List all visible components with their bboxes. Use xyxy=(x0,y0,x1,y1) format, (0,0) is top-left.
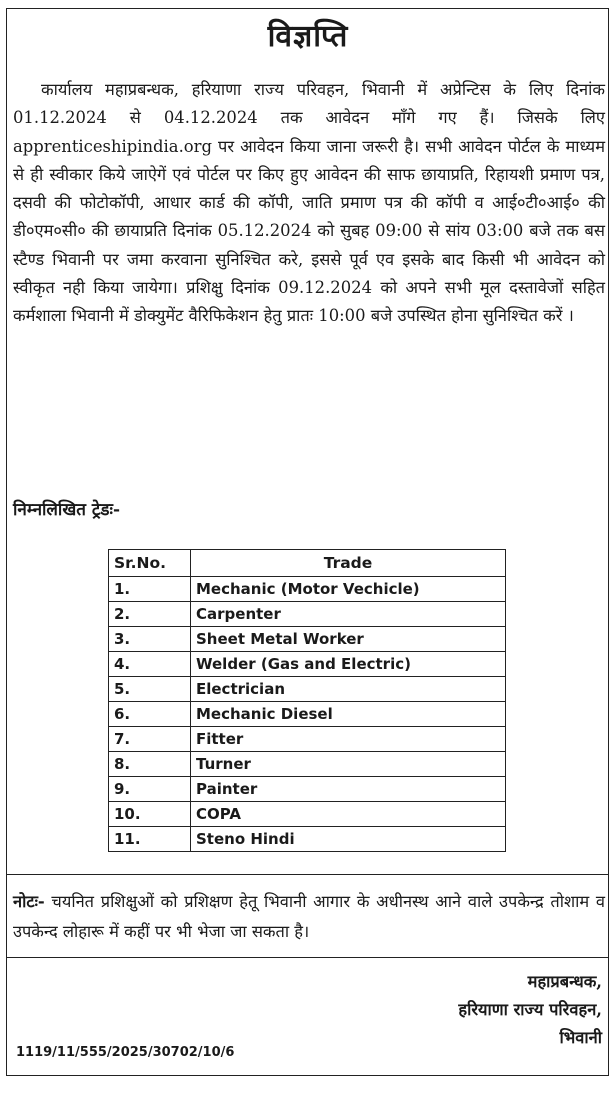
trades-table xyxy=(108,549,506,852)
signature-location: भिवानी xyxy=(559,1028,602,1047)
trade-cell: COPA xyxy=(191,802,506,827)
table-row xyxy=(109,627,506,652)
sr-no-cell: 8. xyxy=(109,752,191,777)
reference-number: 1119/11/555/2025/30702/10/6 xyxy=(16,1045,235,1060)
sr-no-cell: 1. xyxy=(109,577,191,602)
sr-no-cell: 3. xyxy=(109,627,191,652)
signature-block xyxy=(458,968,602,1052)
trade-cell: Welder (Gas and Electric) xyxy=(191,652,506,677)
trade-cell: Mechanic Diesel xyxy=(191,702,506,727)
trade-cell: Sheet Metal Worker xyxy=(191,627,506,652)
trades-heading: निम्नलिखित ट्रेडः- xyxy=(13,500,121,520)
sr-no-cell: 5. xyxy=(109,677,191,702)
signature-title: महाप्रबन्धक, xyxy=(527,972,602,991)
table-row xyxy=(109,727,506,752)
sr-no-cell: 2. xyxy=(109,602,191,627)
sr-no-cell: 4. xyxy=(109,652,191,677)
signature-department: हरियाणा राज्य परिवहन, xyxy=(458,1000,602,1019)
table-row xyxy=(109,602,506,627)
trade-cell: Turner xyxy=(191,752,506,777)
trade-header: Trade xyxy=(191,550,506,577)
trade-cell: Electrician xyxy=(191,677,506,702)
table-row xyxy=(109,677,506,702)
sr-no-cell: 9. xyxy=(109,777,191,802)
sr-no-cell: 6. xyxy=(109,702,191,727)
table-header-row xyxy=(109,550,506,577)
sr-no-header: Sr.No. xyxy=(109,550,191,577)
table-row xyxy=(109,777,506,802)
note-text: चयनित प्रशिक्षुओं को प्रशिक्षण हेतू भिवानी आगार के अधीनस्थ आने वाले उपकेन्द्र तोशाम व उपकेन्द लोहारू में कहीं पर भी भेजा जा सकता है। xyxy=(13,892,605,941)
trade-cell: Mechanic (Motor Vechicle) xyxy=(191,577,506,602)
table-row xyxy=(109,827,506,852)
sr-no-cell: 10. xyxy=(109,802,191,827)
table-row xyxy=(109,702,506,727)
divider-bottom xyxy=(6,957,609,958)
sr-no-cell: 7. xyxy=(109,727,191,752)
sr-no-cell: 11. xyxy=(109,827,191,852)
trade-cell: Steno Hindi xyxy=(191,827,506,852)
notice-body: कार्यालय महाप्रबन्धक, हरियाणा राज्य परिवहन, भिवानी में अप्रेन्टिस के लिए दिनांक 01.12.2024 से 04.12.2024 तक आवेदन माँगे गए हैं। जिसके लिए apprenticeshipindia.org पर आवेदन किया जाना जरूरी है। सभी आवेदन पोर्टल के माध्यम से ही स्वीकार किये जाऐगें एवं पोर्टल पर किए हुए आवेदन की साफ छायाप्रति, रिहायशी प्रमाण पत्र, दसवी की फोटोकॉपी, आधार कार्ड की कॉपी, जाति प्रमाण पत्र की कॉपी व आई०टी०आई० की डी०एम०सी० की छायाप्रति दिनांक 05.12.2024 को सुबह 09:00 से सांय 03:00 बजे तक बस स्टैण्ड भिवानी पर जमा करवाना सुनिश्चित करे, इससे पूर्व एव इसके बाद किसी भी आवेदन को स्वीकृत नही किया जायेगा। प्रशिक्षु दिनांक 09.12.2024 को अपने सभी मूल दस्तावेजों सहित कर्मशाला भिवानी में डोक्युमेंट वैरिफिकेशन हेतु प्रातः 10:00 बजे उपस्थित होना सुनिश्चित करें । xyxy=(13,80,605,326)
trade-cell: Fitter xyxy=(191,727,506,752)
table-row xyxy=(109,752,506,777)
notice-title: विज्ञप्ति xyxy=(267,19,349,54)
table-row xyxy=(109,802,506,827)
trade-cell: Carpenter xyxy=(191,602,506,627)
note xyxy=(13,887,605,947)
table-row xyxy=(109,652,506,677)
divider-top xyxy=(6,874,609,875)
table-row xyxy=(109,577,506,602)
note-label: नोटः- xyxy=(13,892,45,911)
trade-cell: Painter xyxy=(191,777,506,802)
